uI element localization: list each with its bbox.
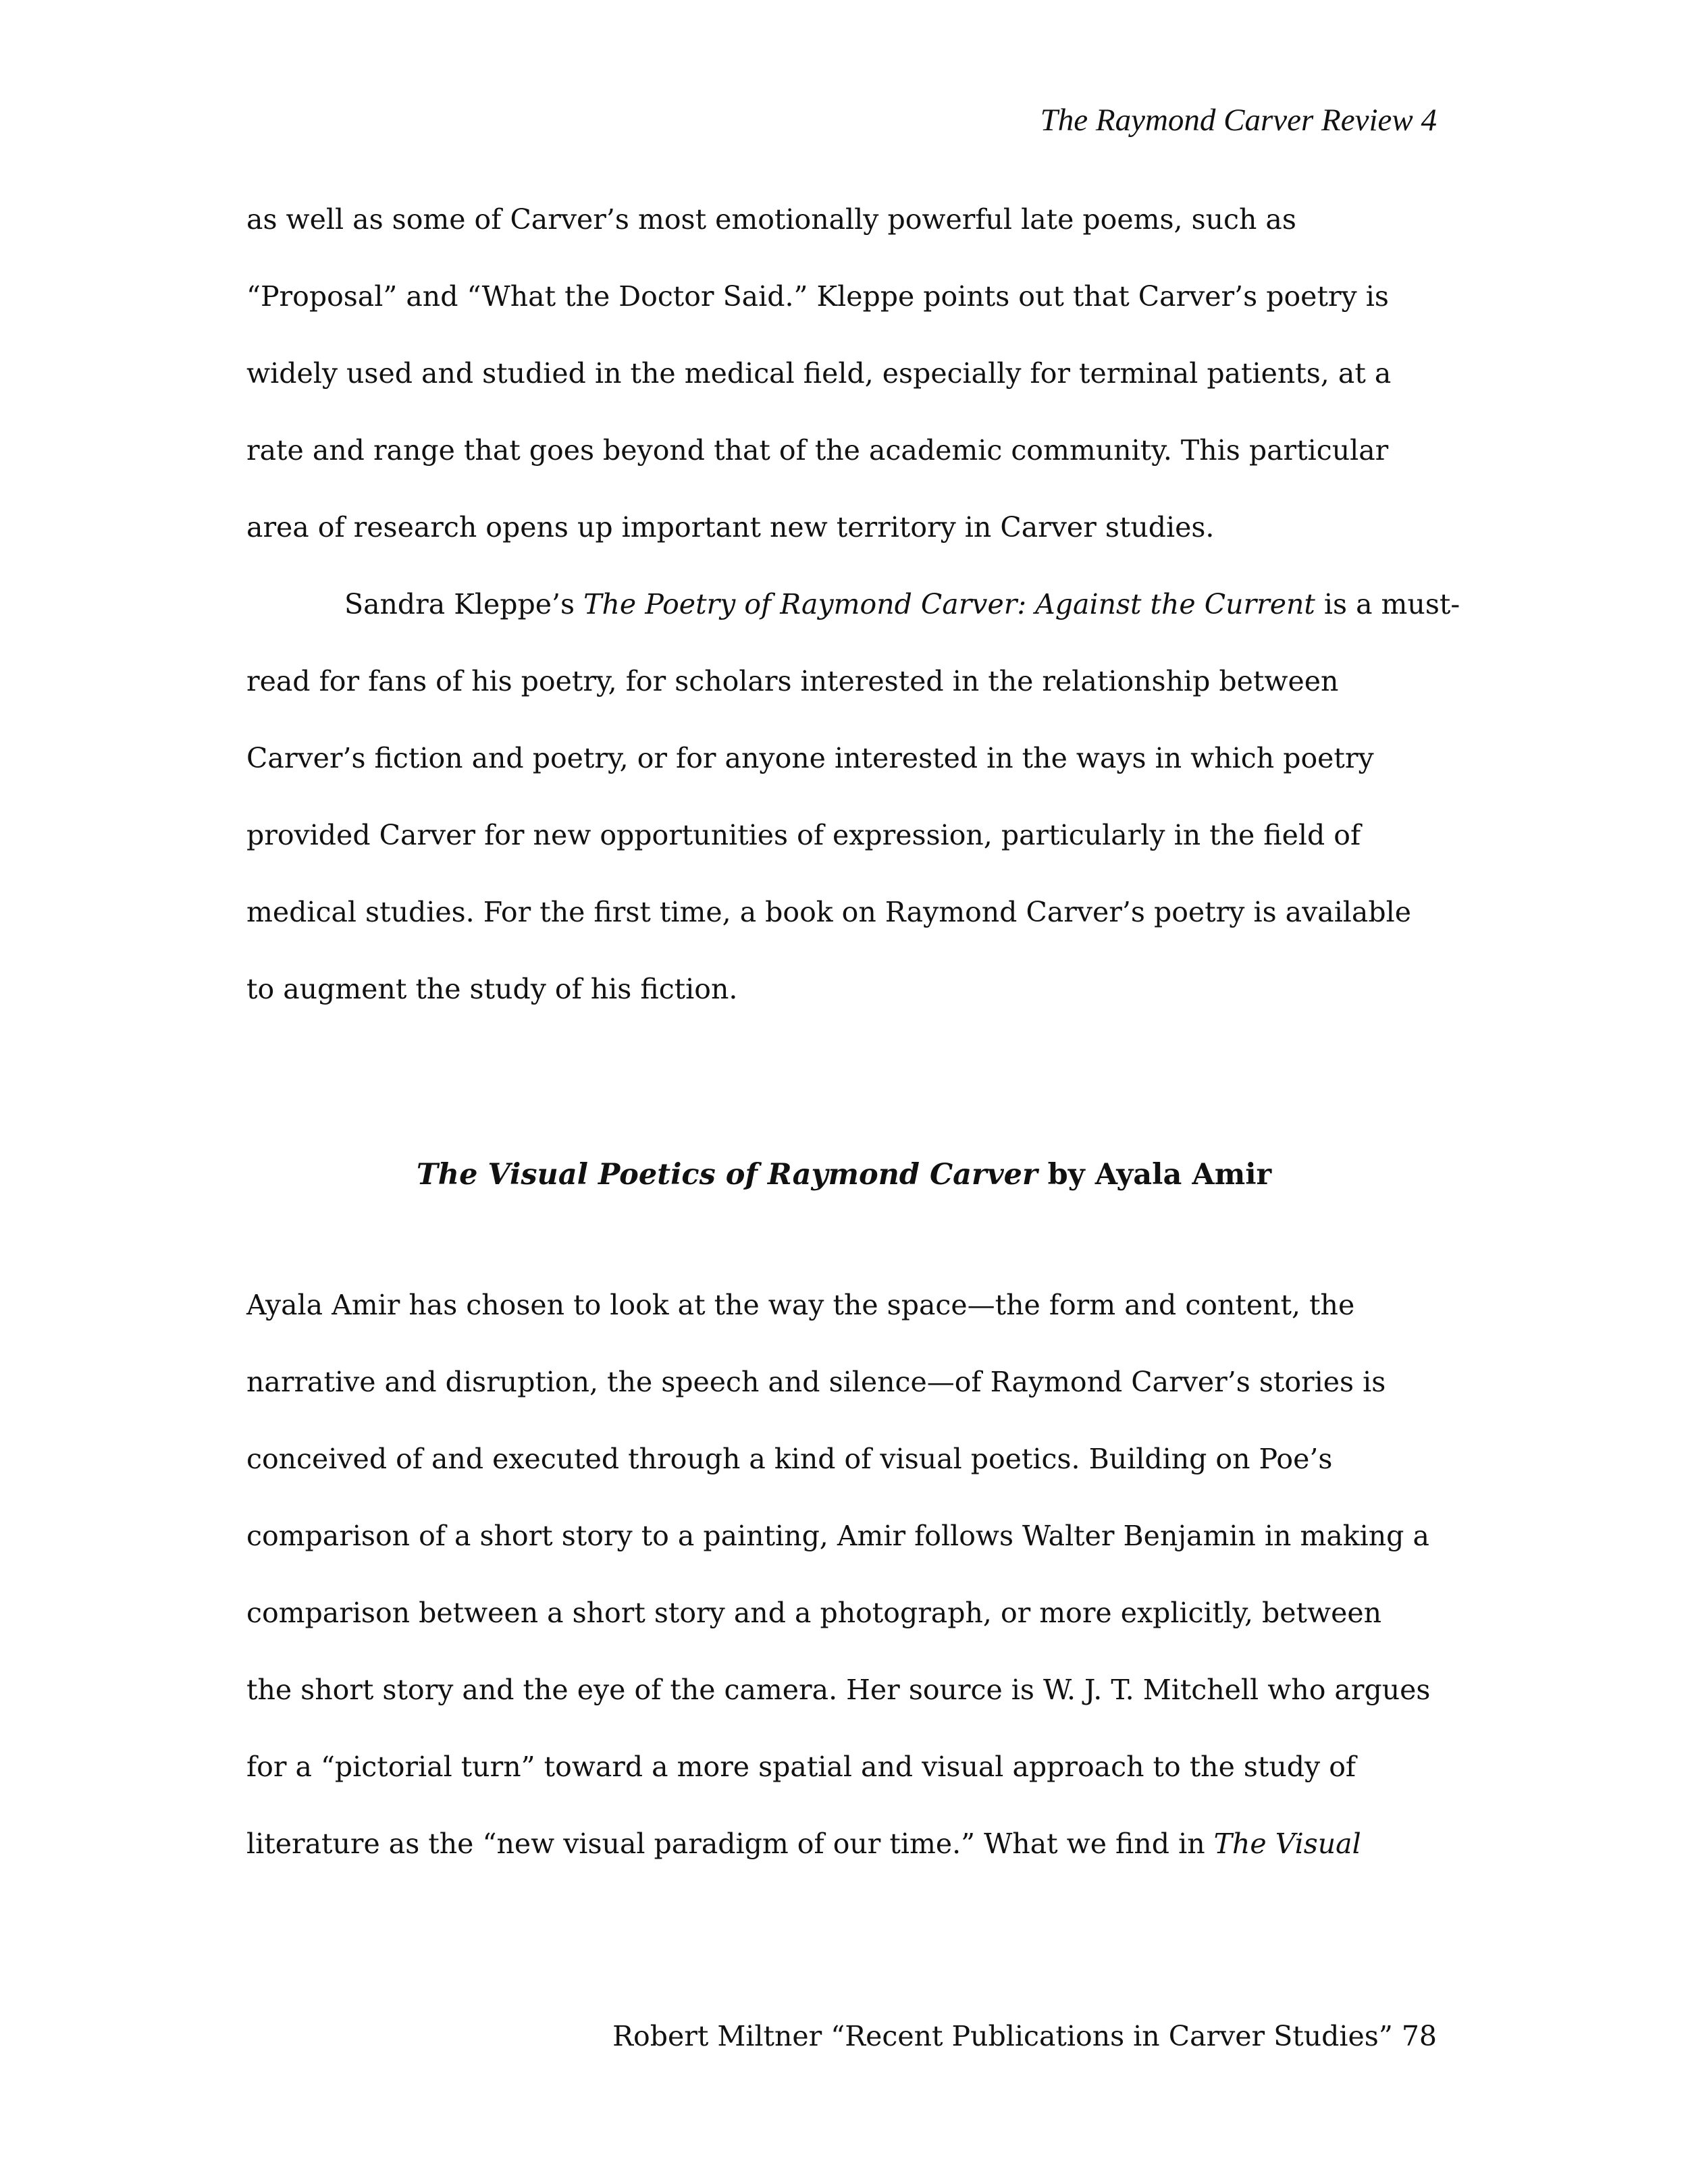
text-line: comparison of a short story to a painting, Amir follows Walter Benjamin in making a xyxy=(246,1520,1429,1552)
text-line: medical studies. For the first time, a book on Raymond Carver’s poetry is available xyxy=(246,896,1411,928)
text-line: provided Carver for new opportunities of expression, particularly in the field of xyxy=(246,819,1361,851)
text-fragment: is a must- xyxy=(1315,588,1460,620)
review-continuation xyxy=(246,181,1460,1028)
text-line: read for fans of his poetry, for scholars interested in the relationship between xyxy=(246,665,1339,697)
text-line: Carver’s fiction and poetry, or for anyone interested in the ways in which poetry xyxy=(246,742,1374,774)
text-line: area of research opens up important new territory in Carver studies. xyxy=(246,511,1215,543)
text-line: for a “pictorial turn” toward a more spatial and visual approach to the study of xyxy=(246,1751,1356,1783)
text-line: comparison between a short story and a photograph, or more explicitly, between xyxy=(246,1597,1382,1629)
page-footer: Robert Miltner “Recent Publications in Carver Studies” 78 xyxy=(612,2020,1437,2052)
running-head: The Raymond Carver Review 4 xyxy=(1040,103,1437,138)
text-line: conceived of and executed through a kind of visual poetics. Building on Poe’s xyxy=(246,1443,1333,1475)
text-fragment: literature as the “new visual paradigm of our time.” What we find in xyxy=(246,1828,1214,1860)
heading-byline: by Ayala Amir xyxy=(1037,1158,1272,1192)
text-line: to augment the study of his fiction. xyxy=(246,973,738,1005)
heading-book-title: The Visual Poetics of Raymond Carver xyxy=(416,1158,1038,1192)
book-title-fragment: The Visual xyxy=(1213,1828,1361,1860)
text-line: the short story and the eye of the camera. Her source is W. J. T. Mitchell who argues xyxy=(246,1674,1431,1706)
text-line: Ayala Amir has chosen to look at the way the space—the form and content, the xyxy=(246,1289,1355,1321)
text-line: “Proposal” and “What the Doctor Said.” Kleppe points out that Carver’s poetry is xyxy=(246,280,1389,313)
text-line: narrative and disruption, the speech and silence—of Raymond Carver’s stories is xyxy=(246,1366,1386,1398)
text-fragment: Sandra Kleppe’s xyxy=(344,588,584,620)
text-line: widely used and studied in the medical field, especially for terminal patients, at a xyxy=(246,357,1392,390)
paragraph-start-line xyxy=(246,566,1460,643)
text-line-last xyxy=(246,1805,1445,1882)
book-title: The Poetry of Raymond Carver: Against the Current xyxy=(583,588,1315,620)
section-heading xyxy=(0,1151,1688,1198)
review-body xyxy=(246,1267,1445,1882)
text-line: as well as some of Carver’s most emotionally powerful late poems, such as xyxy=(246,203,1296,236)
text-line: rate and range that goes beyond that of the academic community. This particular xyxy=(246,434,1389,467)
